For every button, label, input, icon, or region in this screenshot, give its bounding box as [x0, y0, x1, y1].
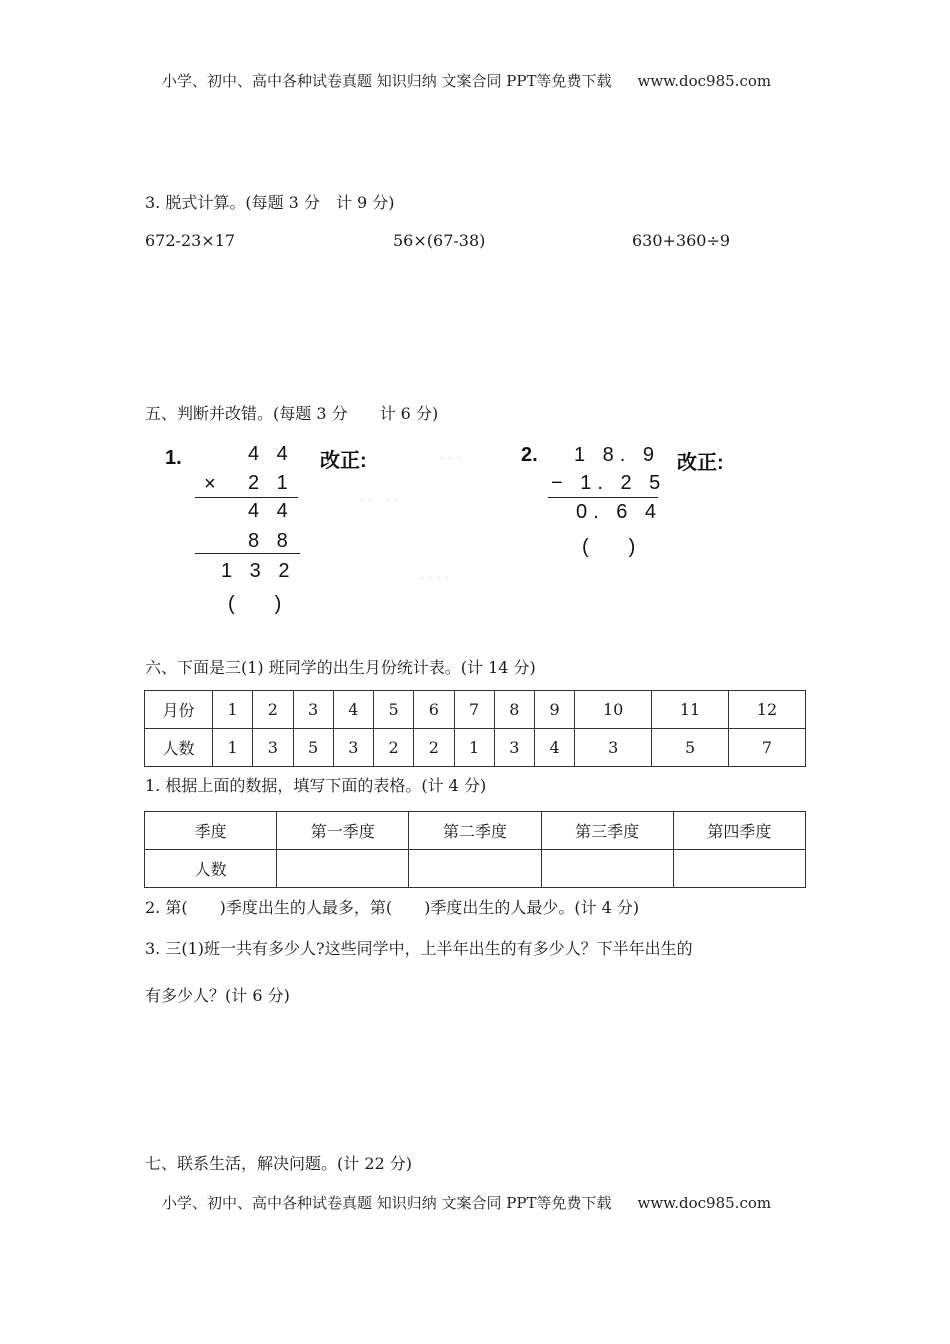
- count-cell: 2: [414, 729, 454, 767]
- scan-artifact: · · · ·: [360, 494, 398, 509]
- footer-text: 小学、初中、高中各种试卷真题 知识归纳 文案合同 PPT等免费下载: [162, 1194, 612, 1212]
- scan-artifact: · · ·: [440, 452, 461, 467]
- problem-1-partial-2: 8 8: [248, 530, 294, 552]
- month-cell: 11: [652, 691, 729, 729]
- month-cell: 4: [333, 691, 373, 729]
- section6-q3-line1: 3. 三(1)班一共有多少人?这些同学中，上半年出生的有多少人？下半年出生的: [145, 939, 693, 958]
- month-cell: 1: [213, 691, 253, 729]
- q3-expression-1: 672-23×17: [145, 231, 236, 250]
- problem-1-fix-label: 改正:: [320, 450, 367, 472]
- table-row: [145, 729, 806, 767]
- problem-1-judge-paren: ( ): [228, 593, 282, 615]
- header-text: 小学、初中、高中各种试卷真题 知识归纳 文案合同 PPT等免费下载: [162, 72, 612, 90]
- problem-1-multiplier: 2 1: [248, 472, 294, 494]
- count-cell: 7: [728, 729, 805, 767]
- count-cell: 1: [454, 729, 494, 767]
- row-header-count: 人数: [145, 729, 213, 767]
- count-cell: 3: [333, 729, 373, 767]
- count-cell: 2: [374, 729, 414, 767]
- problem-2-subtrahend: − 1. 2 5: [551, 472, 667, 494]
- month-cell: 2: [253, 691, 293, 729]
- month-cell: 12: [728, 691, 805, 729]
- q3-expression-3: 630+360÷9: [632, 231, 731, 250]
- problem-1-multiplicand: 4 4: [248, 443, 294, 465]
- section6-q2: 2. 第( )季度出生的人最多，第( )季度出生的人最少。(计 4 分): [145, 898, 640, 917]
- footer-url: www.doc985.com: [637, 1194, 772, 1212]
- section6-q1: 1. 根据上面的数据，填写下面的表格。(计 4 分): [145, 776, 487, 795]
- q3-expression-2: 56×(67-38): [393, 231, 486, 250]
- month-cell: 6: [414, 691, 454, 729]
- month-cell: 10: [575, 691, 652, 729]
- table-row: [145, 812, 806, 850]
- month-cell: 9: [535, 691, 575, 729]
- quarter-header: 第二季度: [409, 812, 541, 850]
- answer-cell-q2[interactable]: [409, 850, 541, 888]
- problem-2-label: 2.: [521, 444, 538, 466]
- count-cell: 5: [652, 729, 729, 767]
- header-url: www.doc985.com: [637, 72, 772, 90]
- quarter-table: [144, 811, 806, 888]
- quarter-header: 第一季度: [277, 812, 409, 850]
- quarter-header: 季度: [145, 812, 277, 850]
- problem-1-result: 1 3 2: [221, 560, 296, 582]
- count-cell: 5: [293, 729, 333, 767]
- month-cell: 7: [454, 691, 494, 729]
- count-cell: 1: [213, 729, 253, 767]
- row-header-month: 月份: [145, 691, 213, 729]
- problem-2-judge-paren: ( ): [582, 536, 636, 558]
- quarter-row-label: 人数: [145, 850, 277, 888]
- month-cell: 3: [293, 691, 333, 729]
- page-footer: [162, 1192, 771, 1213]
- problem-2-fix-label: 改正:: [677, 452, 724, 474]
- table-row: [145, 691, 806, 729]
- answer-cell-q4[interactable]: [673, 850, 805, 888]
- birth-month-table: [144, 690, 806, 767]
- quarter-header: 第三季度: [541, 812, 673, 850]
- problem-1-line-2: [195, 553, 300, 554]
- problem-1-line-1: [195, 497, 298, 498]
- section7-title: 七、联系生活，解决问题。(计 22 分): [145, 1154, 413, 1173]
- count-cell: 3: [575, 729, 652, 767]
- answer-cell-q3[interactable]: [541, 850, 673, 888]
- q3-title: 3. 脱式计算。(每题 3 分 计 9 分): [145, 193, 395, 212]
- section6-title: 六、下面是三(1) 班同学的出生月份统计表。(计 14 分): [145, 658, 536, 677]
- problem-1-partial-1: 4 4: [248, 500, 294, 522]
- table-row: [145, 850, 806, 888]
- problem-2-minuend: 1 8. 9: [574, 444, 661, 466]
- section5-title: 五、判断并改错。(每题 3 分 计 6 分): [145, 404, 439, 423]
- problem-1-label: 1.: [165, 447, 182, 469]
- problem-2-line: [548, 497, 658, 498]
- scan-artifact: · · · ·: [420, 572, 449, 587]
- month-cell: 8: [494, 691, 534, 729]
- quarter-header: 第四季度: [673, 812, 805, 850]
- multiply-sign: ×: [204, 473, 216, 495]
- answer-cell-q1[interactable]: [277, 850, 409, 888]
- count-cell: 3: [253, 729, 293, 767]
- count-cell: 3: [494, 729, 534, 767]
- month-cell: 5: [374, 691, 414, 729]
- section6-q3-line2: 有多少人？(计 6 分): [145, 986, 290, 1005]
- page-header: [162, 70, 771, 91]
- problem-2-result: 0. 6 4: [576, 501, 663, 523]
- count-cell: 4: [535, 729, 575, 767]
